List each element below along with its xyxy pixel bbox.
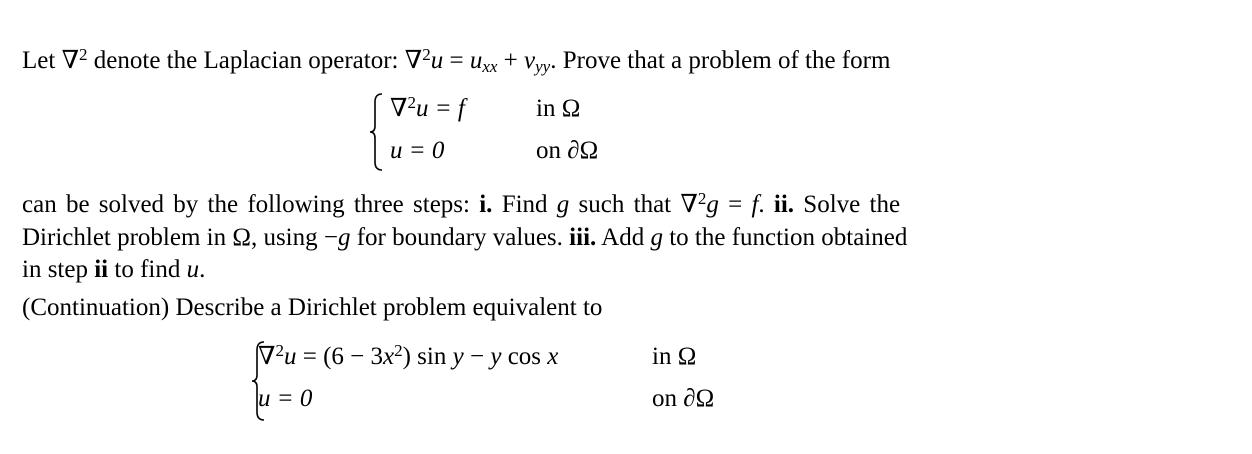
steps-u: u [186,256,200,283]
steps-g-2: g [706,191,719,218]
system2-sin: ) sin [402,343,453,370]
system2-nabla: ∇ [258,343,276,370]
steps-text-1b: Find [492,191,557,218]
steps-text-2d: to the function obtained [662,224,908,251]
system1-eq1-rest: u = f [415,95,465,122]
system2-square-2: 2 [394,340,403,360]
continuation-line: (Continuation) Describe a Dirichlet problem equivalent to [22,294,603,321]
steps-text-3a: in step [22,256,95,283]
system1-equation-1 [390,94,465,124]
system2-minus: − [463,343,491,370]
steps-text-1f: Solve the [794,191,901,218]
intro-text-mid: denote the Laplacian operator: ∇ [87,47,423,74]
steps-g-1: g [556,191,570,218]
steps-text-2c: Add [596,224,651,251]
system2-cos: cos [501,343,548,370]
intro-eq-u: u [430,47,444,74]
equation-system-1 [368,92,668,172]
steps-equals: = [718,191,752,218]
system2-x: x [383,343,395,370]
steps-period: . [758,191,774,218]
system2-condition-2: on ∂Ω [652,385,715,412]
intro-square-2: 2 [422,44,431,64]
system1-condition-1: in Ω [536,95,581,122]
system2-mid: = (6 − 3 [296,343,383,370]
system2-condition-1: in Ω [652,343,697,370]
system2-x-2: x [547,343,559,370]
system1-condition-2: on ∂Ω [536,137,599,164]
intro-square-1: 2 [79,44,88,64]
system2-equation-2: u = 0 [258,385,313,412]
steps-text-2a: Dirichlet problem in Ω, using − [22,224,338,251]
system2-y-1: y [452,343,464,370]
system2-equation-1 [258,342,558,372]
steps-line-3 [22,255,205,285]
steps-g-4: g [650,224,663,251]
intro-equals: = [443,47,470,74]
step-ii-label: ii. [773,191,795,218]
system2-y-2: y [490,343,502,370]
steps-square: 2 [697,188,707,208]
system2-u: u [283,343,297,370]
system1-square: 2 [407,92,416,112]
steps-line-1 [22,190,900,220]
equation-system-2 [250,340,750,422]
steps-text-1c: such that ∇ [569,191,698,218]
intro-v-subscript: yy [535,57,551,77]
system1-nabla: ∇ [390,95,408,122]
step-iii-label: iii. [569,224,597,251]
steps-g-3: g [337,224,351,251]
left-brace-icon [368,92,384,172]
intro-text-before: Let ∇ [22,47,80,74]
step-ii-reference: ii [94,256,109,283]
intro-line [22,46,890,76]
intro-u-subscript: xx [482,57,498,77]
steps-f: f [751,191,759,218]
intro-u-symbol: u [469,47,483,74]
intro-v-symbol: v [524,47,536,74]
step-i-label: i. [479,191,493,218]
steps-text-3c: . [199,256,206,283]
system1-equation-2: u = 0 [390,137,445,164]
steps-text-3b: to find [108,256,187,283]
intro-text-after: . Prove that a problem of the form [550,47,891,74]
steps-text-1a: can be solved by the following three steps: [22,191,480,218]
system2-square: 2 [275,340,284,360]
steps-text-2b: for boundary values. [350,224,570,251]
intro-plus: + [497,47,525,74]
steps-line-2 [22,223,907,253]
